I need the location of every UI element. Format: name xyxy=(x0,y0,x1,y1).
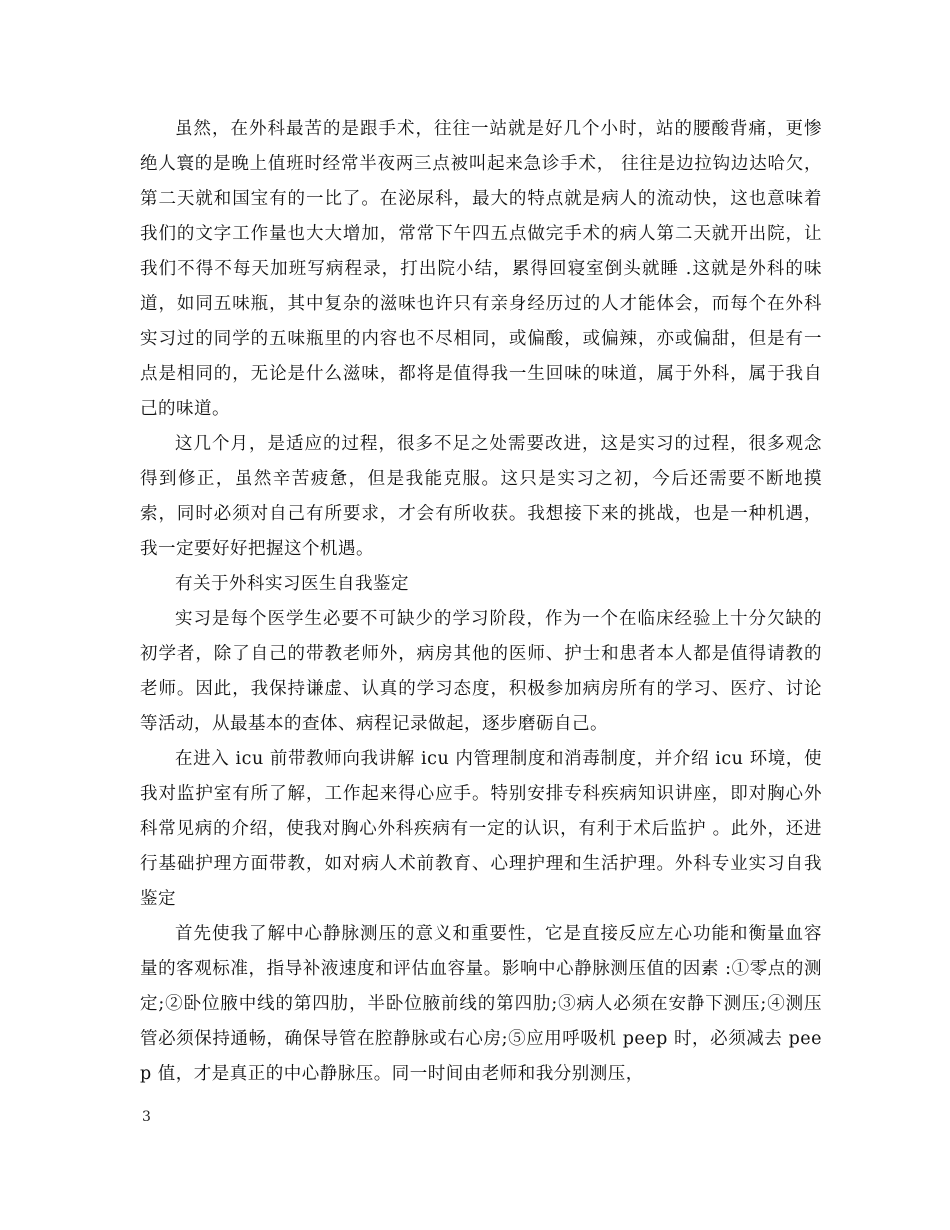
paragraph-adaptation: 这几个月，是适应的过程，很多不足之处需要改进，这是实习的过程，很多观念得到修正，虽然辛苦疲惫，但是我能克服。这只是实习之初，今后还需要不断地摸索，同时必须对自己有所要求，才会有所收获。我想接下来的挑战，也是一种机遇，我一定要好好把握这个机遇。 xyxy=(140,434,822,559)
paragraph-central-venous-pressure: 首先使我了解中心静脉测压的意义和重要性，它是直接反应左心功能和衡量血容量的客观标准，指导补液速度和评估血容量。影响中心静脉测压值的因素 :①零点的测定;②卧位腋中线的第四肋，半卧位腋前线的第四肋;③病人必须在安静下测压;④测压管必须保持通畅，确保导管在腔静脉或右心房;⑤应用呼吸机 peep 时，必须减去 peep 值，才是真正的中心静脉压。同一时间由老师和我分别测压， xyxy=(140,924,822,1084)
paragraph-surgery-experience: 虽然，在外科最苦的是跟手术，往往一站就是好几个小时，站的腰酸背痛，更惨绝人寰的是晚上值班时经常半夜两三点被叫起来急诊手术， 往往是边拉钩边达哈欠，第二天就和国宝有的一比了。在泌尿科，最大的特点就是病人的流动快，这也意味着我们的文字工作量也大大增加，常常下午四五点做完手术的病人第二天就开出院，让我们不得不每天加班写病程录，打出院小结，累得回寝室倒头就睡 .这就是外科的味道，如同五味瓶，其中复杂的滋味也许只有亲身经历过的人才能体会，而每个在外科实习过的同学的五味瓶里的内容也不尽相同，或偏酸，或偏辣，亦或偏甜，但是有一点是相同的，无论是什么滋味，都将是值得我一生回味的味道，属于外科，属于我自己的味道。 xyxy=(140,119,822,419)
section-heading: 有关于外科实习医生自我鉴定 xyxy=(175,574,409,594)
document-body xyxy=(140,112,822,1092)
page-number: 3 xyxy=(142,1109,151,1125)
paragraph-internship-learning: 实习是每个医学生必要不可缺少的学习阶段，作为一个在临床经验上十分欠缺的初学者，除了自己的带教老师外，病房其他的医师、护士和患者本人都是值得请教的老师。因此，我保持谦虚、认真的学习态度，积极参加病房所有的学习、医疗、讨论等活动，从最基本的查体、病程记录做起，逐步磨砺自己。 xyxy=(140,609,822,734)
paragraph-icu-training: 在进入 icu 前带教师向我讲解 icu 内管理制度和消毒制度，并介绍 icu 环境，使我对监护室有所了解，工作起来得心应手。特别安排专科疾病知识讲座，即对胸心外科常见病的介绍，使我对胸心外科疾病有一定的认识，有利于术后监护 。此外，还进行基础护理方面带教，如对病人术前教育、心理护理和生活护理。外科专业实习自我鉴定 xyxy=(140,749,822,909)
